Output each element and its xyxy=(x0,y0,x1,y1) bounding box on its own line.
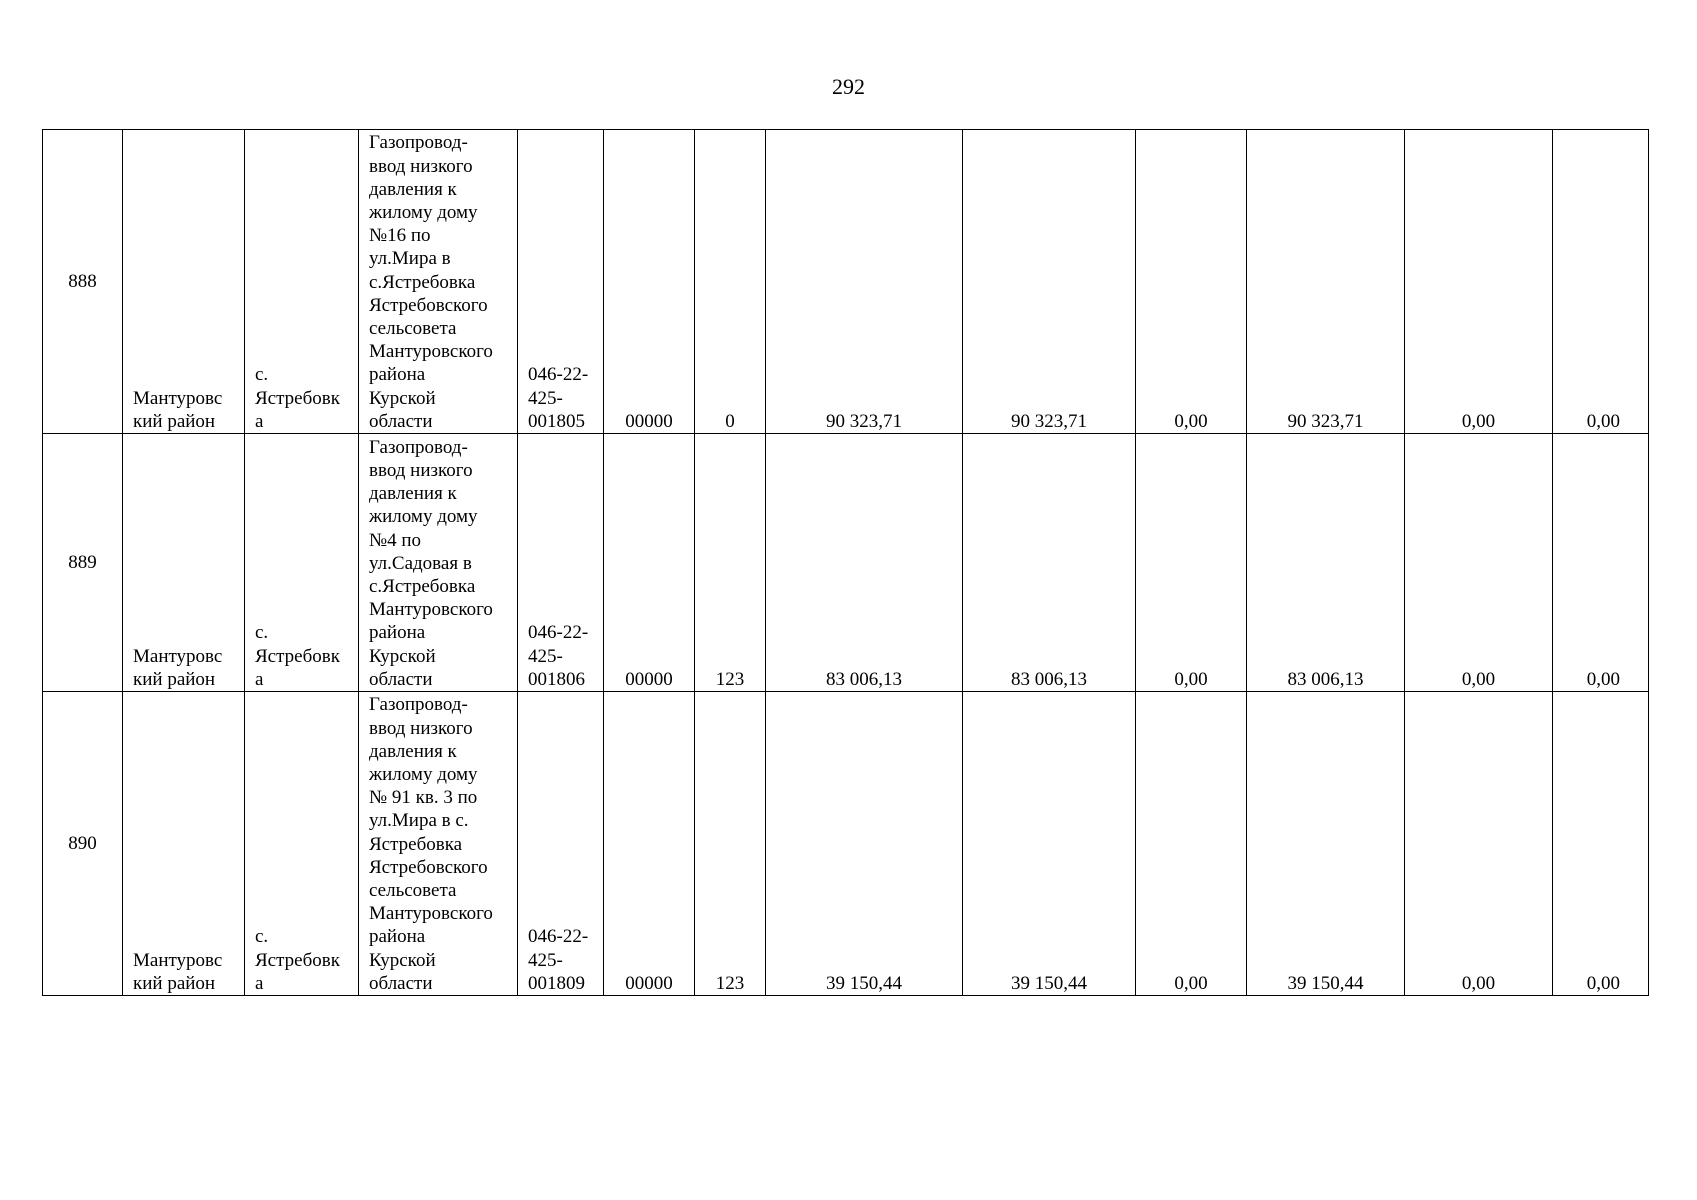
amount-cell: 90 323,71 xyxy=(963,130,1136,434)
object-name-cell: Газопровод- ввод низкого давления к жилому дому №16 по ул.Мира в с.Ястребовка Ястребовского сельсовета Мантуровского района Курской области xyxy=(359,130,518,434)
amount-cell: 0,00 xyxy=(1553,434,1649,692)
amount-cell: 0,00 xyxy=(1405,692,1553,996)
amount-cell: 39 150,44 xyxy=(1247,692,1405,996)
amount-cell: 0,00 xyxy=(1405,130,1553,434)
amount-cell: 0,00 xyxy=(1136,130,1247,434)
amount-cell: 0,00 xyxy=(1553,130,1649,434)
object-name-cell: Газопровод- ввод низкого давления к жилому дому № 91 кв. 3 по ул.Мира в с. Ястребовка Ястребовского сельсовета Мантуровского района Курской области xyxy=(359,692,518,996)
amount-cell: 83 006,13 xyxy=(963,434,1136,692)
district-cell: Мантуровс кий район xyxy=(123,130,245,434)
amount-cell: 90 323,71 xyxy=(766,130,963,434)
amount-cell: 83 006,13 xyxy=(766,434,963,692)
table-row xyxy=(43,434,1649,692)
object-name-cell: Газопровод- ввод низкого давления к жилому дому №4 по ул.Садовая в с.Ястребовка Мантуровского района Курской области xyxy=(359,434,518,692)
page-number: 292 xyxy=(832,74,865,99)
code-cell: 123 xyxy=(695,692,766,996)
registry-code-cell: 046-22- 425- 001806 xyxy=(518,434,604,692)
amount-cell: 90 323,71 xyxy=(1247,130,1405,434)
code-cell: 0 xyxy=(695,130,766,434)
amount-cell: 39 150,44 xyxy=(766,692,963,996)
settlement-cell: с. Ястребовк а xyxy=(245,692,359,996)
row-number: 888 xyxy=(43,130,123,434)
registry-code-cell: 046-22- 425- 001809 xyxy=(518,692,604,996)
code-cell: 00000 xyxy=(604,692,695,996)
amount-cell: 0,00 xyxy=(1136,692,1247,996)
registry-code-cell: 046-22- 425- 001805 xyxy=(518,130,604,434)
district-cell: Мантуровс кий район xyxy=(123,692,245,996)
code-cell: 00000 xyxy=(604,434,695,692)
amount-cell: 0,00 xyxy=(1405,434,1553,692)
amount-cell: 0,00 xyxy=(1136,434,1247,692)
amount-cell: 83 006,13 xyxy=(1247,434,1405,692)
row-number: 890 xyxy=(43,692,123,996)
table-row xyxy=(43,692,1649,996)
code-cell: 123 xyxy=(695,434,766,692)
amount-cell: 39 150,44 xyxy=(963,692,1136,996)
table-row xyxy=(43,130,1649,434)
settlement-cell: с. Ястребовк а xyxy=(245,130,359,434)
code-cell: 00000 xyxy=(604,130,695,434)
registry-table xyxy=(42,129,1649,996)
district-cell: Мантуровс кий район xyxy=(123,434,245,692)
row-number: 889 xyxy=(43,434,123,692)
amount-cell: 0,00 xyxy=(1553,692,1649,996)
settlement-cell: с. Ястребовк а xyxy=(245,434,359,692)
